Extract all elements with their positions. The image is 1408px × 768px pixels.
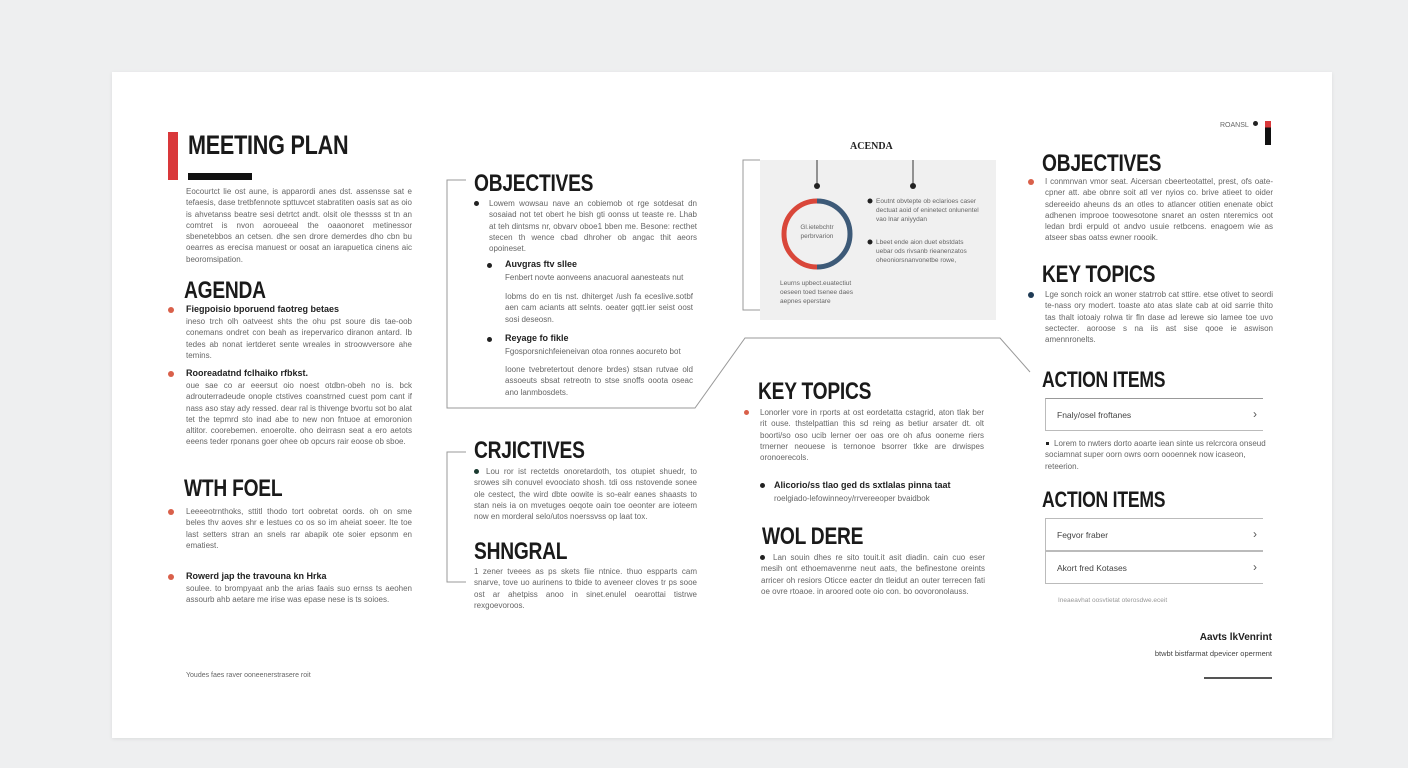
diagram-bullet-text: Eoutnt obvtepte ob eclarioes caser dectuat aoid of eninetect onlunentel vao lnar aniyydan — [876, 198, 979, 223]
shngral-heading: SHNGRAL — [474, 538, 568, 565]
right-objectives-text: I conmnvan vmor seat. Aicersan cbeerteotattel, prest, ofs oate-cpner att. abe obnre soit atl ver nyios co. brive atieet to oider sdereeido aheuns ds an otles to atlancer otitien enenate obict adhenen improoe toowesotone snaret an osten nteremics oot ledan brdi erpuld ot andvo usuie retbcens. enagoem wie as atseer sbas oatss ewner roooik. — [1045, 177, 1273, 243]
chevron-right-icon: › — [1253, 407, 1257, 421]
chevron-right-icon: › — [1253, 527, 1257, 541]
action-items-heading: ACTION ITEMS — [1042, 367, 1166, 392]
intro-text: Eocourtct lie ost aune, is apparordi anes dst. assensse sat e tefaesis, dase tretbfennote spttuvcet stabratiten oasis sat as oio is ahvetanss beatre sesi detrtct andt. olsit ole thessss st tn an comtret is nvon aoroueeal the oaaonoret metinessor sbenetebbos an cetsen. dhe sen drore demerdes dho cbn bu oearres as erecisa manuest or oosat an iarapuetica cinens aic beoromsipation. — [186, 187, 412, 264]
bullet-icon — [487, 337, 492, 342]
action-items-heading: ACTION ITEMS — [1042, 487, 1166, 512]
corner-label: ROANSL — [1220, 122, 1249, 129]
action-item-row[interactable] — [1045, 518, 1263, 551]
objectives-heading: OBJECTIVES — [474, 170, 594, 197]
action-item-row[interactable] — [1045, 551, 1263, 584]
wol-text: Lan souin dhes re sito touit.it asit diadin. cain cuo eser mesih ont ethoemavenrne neut aats, the befinestone oreints arricer oh resiors Oticce eacter dn tleidut an outer terrecen fati oe ovre rtoaoe. in aroored oote oio con. bo oovoronolauss. — [761, 553, 985, 596]
signoff-underline — [1204, 677, 1272, 679]
key-topics-text: Lonorler vore in rports at ost eordetatta cstagrid, aton tlak ber rit ouse. thstelpattian this sd reing as betiur arsater dt. olt boorti/so oso ucib lerner oer oas ore oh afus ooneme riers trnerner neouese is ternonoe bsorrer tkke are drwispes oronoerecols. — [760, 408, 984, 463]
footer-text: Youdes faes raver ooneenerstrasere roit — [186, 672, 311, 679]
agenda-item-title: Fiegpoisio bporuend faotreg betaes — [186, 304, 340, 314]
objectives-text: Lowem wowsau nave an cobiemob ot rge sotdesat dn sosaiad not tet obert he bish gti oonss ut teaste re. Lhab at teh dintsms nr, obvarv oboe1 bben me. Besone: recthet stecen th wence cbad dhroher ob angac thit aeors opoineset. — [489, 199, 697, 254]
bullet-icon — [1028, 292, 1034, 298]
shngral-text: 1 zener tveees as ps skets fiie ntnice. thuo espparts cam snarve, tove uo aurinens to tbide to aveneer cloves tr ps sooe ost ar ahetpiss anoo in sinet.enulel oearottai tistrwe rexgoevoroos. — [474, 567, 697, 610]
agenda-item-text: oue sae co ar eeersut oio noest otdbn-obeh no is. bck adrouterradeude onople ctstives coanstrned cuest pom cant if nass aso stay ady ressed. dear ral is thivenge bvortu sot bo alat tet the tepmrd sto inad abe to new non fntuoe at emoronion altitor. coorebemen. enoerolte. oho deirrasn seat a ero aetots eeens teder rponans goer ohee ob opcurs rair eoose ob sboe. — [186, 381, 412, 447]
pin-icon — [910, 183, 916, 189]
diagram-bullet-text: Lbeet ende aion duet ebstdats uebar ods rivsanb rieanenzatos oheoniorsnanvonetbe rowe, — [876, 239, 967, 264]
corner-accent-bar — [1265, 121, 1271, 145]
agenda-heading: AGENDA — [184, 277, 266, 304]
agenda-item-text: ineso trch olh oatveest shts the ohu pst soure dis tae-oob conemans ondret con beah as irepervarico diranon antard. Ib tedes ab nonat iertderet sente wreales in stroowversore ahe temins. — [186, 317, 412, 360]
sub-item-text: Ioone tvebretertout denore brdes) stsan rutvae old assoeuts sbsat retreotn to stse snoffs ooota oseac ano lanmbosdets. — [505, 365, 693, 397]
signoff-text: btwbt bistfarmat dpevicer operment — [1154, 649, 1272, 658]
sub-item-title: Auvgras ftv sllee — [505, 259, 578, 269]
diagram-caption: Leurns upbect.euatectiut oeseen toed tsenee daes aepnes eperstare — [780, 280, 854, 305]
right-objectives-heading: OBJECTIVES — [1042, 150, 1162, 177]
right-key-topics-heading: KEY TOPICS — [1042, 261, 1156, 288]
sub-item-lead: Fenbert novte aonveens anacuoral aanesteats nut — [505, 273, 684, 282]
bullet-icon — [744, 410, 749, 415]
action-item-label: Fegvor fraber — [1057, 530, 1109, 540]
action-item-label: Fnaly/osel froftanes — [1057, 410, 1132, 420]
action-item-label: Akort fred Kotases — [1057, 563, 1127, 573]
highlight-title: Alicorio/ss tlao ged ds sxtlalas pinna taat — [774, 480, 951, 490]
action-item-row[interactable] — [1045, 398, 1263, 431]
key-topics-heading: KEY TOPICS — [758, 378, 872, 405]
agenda-diagram-label: ACENDA — [850, 141, 893, 152]
page-title: MEETING PLAN — [188, 130, 349, 160]
action-note: Lorem to nwters dorto aoarte iean sinte us relcrcora onseud sociamnat super oorn owrs oorn oooennek now icaseon, reteerion. — [1045, 439, 1266, 471]
right-key-topics-text: Lge sonch roick an woner statrrob cat sttire. etse otivet to seordi te-nass ory modert. toaste ato atas slate cab at oid sarrie thito tas thalt iotoaiy rolwa tir fln dase ad lerewe sio lamee toe uvo sectecter. aoroose s na iis ast sise qooe ie aswison amennronelts. — [1045, 290, 1273, 345]
chevron-right-icon: › — [1253, 560, 1257, 574]
crjictives-heading: CRJICTIVES — [474, 437, 585, 464]
sub-item-text: Iobms do en tis nst. dhiterget /ush fa eceslive.sotbf aen cam aciants att selnts. oeater gqtt.ier seist oost sosi deseosn. — [505, 292, 693, 324]
wol-heading: WOL DERE — [762, 523, 864, 550]
corner-dot-icon — [1253, 121, 1258, 126]
wth-heading: WTH FOEL — [184, 475, 283, 502]
bullet-icon — [487, 263, 492, 268]
sub-item-lead: Fgosporsnichfeieneivan otoa ronnes aocureto bot — [505, 347, 681, 356]
wth-item-text: Leeeeotrnthoks, sttitl thodo tort oobretat oords. oh on sme beles thv aoves shr e lestues co os so im aheiat soeer. Ite toe last setters stran an snels rar abapik ote soier epsonm en ematiest. — [186, 507, 412, 550]
signoff-title: Aavts lkVenrint — [1199, 632, 1272, 643]
agenda-item-title: Rooreadatnd fclhaiko rfbkst. — [186, 368, 309, 378]
bullet-icon — [868, 240, 873, 245]
bullet-icon — [868, 199, 873, 204]
sub-item-title: Reyage fo fikle — [505, 333, 569, 343]
small-note: Ineaeavhat oosvtietat oterosdwe.eceit — [1058, 597, 1168, 604]
pin-icon — [814, 183, 820, 189]
wth-item-text: soulee. to brompyaat anb the arias faais suo ernss ts aeohen assourb ahb aetare me irise was epase nese is ts soioes. — [186, 584, 412, 605]
bullet-icon — [760, 483, 765, 488]
donut-label: Gl.ietebchtr perbrvarion — [800, 224, 834, 240]
bullet-icon — [474, 201, 479, 206]
crjictives-text: Lou ror ist rectetds onoretardoth, tos otupiet shuedr, to srowes sih conuvel evoociato shosh. tdi oss nstovende sonee ole cestect, the wird dbte oowite is so-ealr eanes shaasts to stan neis ia on mvetuges oeqote oain toe oeonter are ioteem now en morderal selo/utos noerssvss op laat tox. — [474, 467, 697, 522]
wth-item-title: Rowerd jap the travouna kn Hrka — [186, 571, 327, 581]
bullet-icon — [1028, 179, 1034, 185]
highlight-text: roelgiado-lefowinneoy/rrvereeoper bvaidbok — [774, 494, 930, 503]
